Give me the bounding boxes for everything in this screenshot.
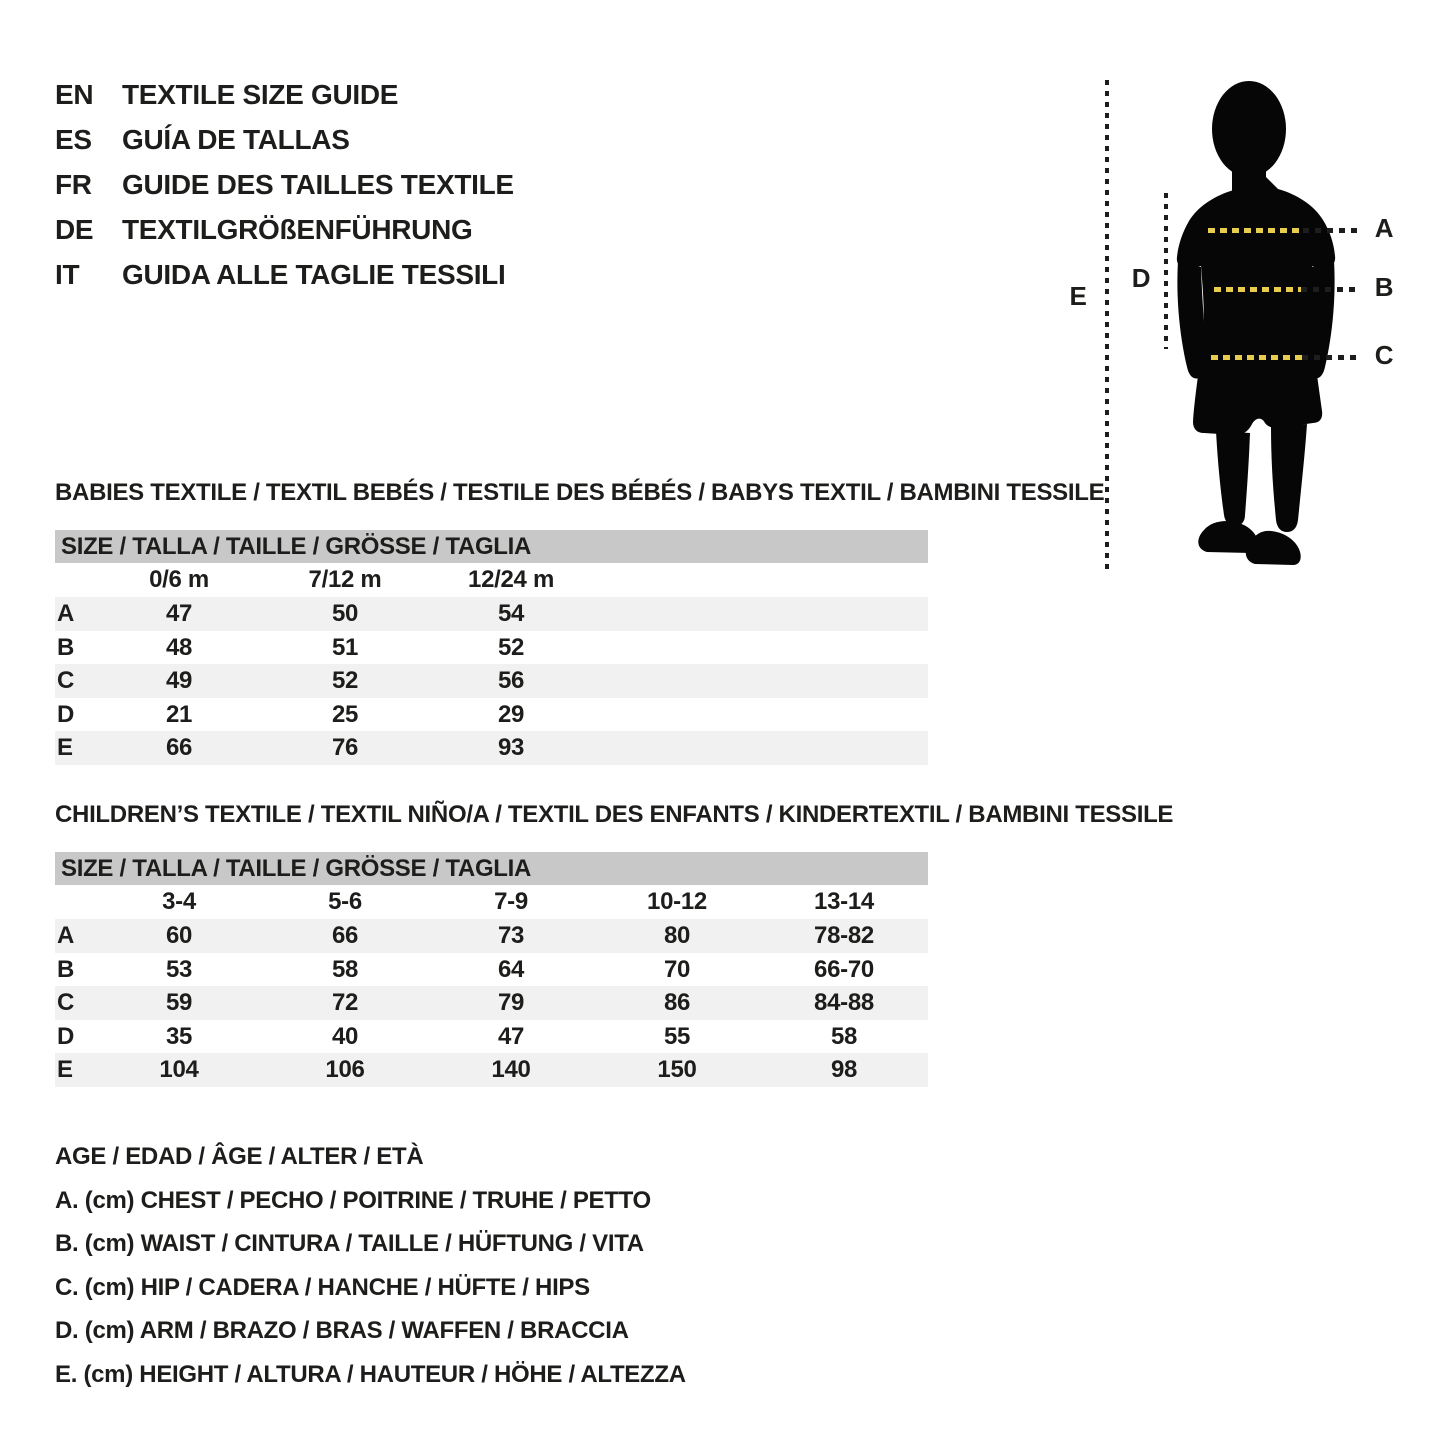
table-row [55,731,928,765]
cell: 78-82 [814,922,874,949]
lang-title-en: TEXTILE SIZE GUIDE [122,79,399,110]
lang-title-de: TEXTILGRÖßENFÜHRUNG [122,214,473,245]
lang-code-en: EN [55,79,94,110]
measure-label-d: D [1131,263,1151,293]
cell: 72 [331,989,359,1016]
row-label: C [57,989,75,1016]
babies-col-12-24m: 12/24 m [468,566,554,593]
children-size-table [55,852,928,1087]
hip-measure-line-c [1211,355,1360,360]
chest-line-black-dashes [1303,228,1360,233]
cell: 54 [497,600,525,627]
lang-title-it: GUIDA ALLE TAGLIE TESSILI [122,259,506,290]
cell: 80 [663,922,691,949]
language-title-block [55,72,514,297]
silhouette-left-leg [1216,431,1250,526]
measurement-legend [55,1135,686,1397]
cell: 49 [165,667,193,694]
cell: 52 [497,633,525,661]
legend-age-line: AGE / EDAD / ÂGE / ALTER / ETÀ [55,1143,424,1170]
lang-row-fr [55,162,514,207]
cell: 40 [331,1022,359,1050]
table-row [55,698,928,732]
lang-title-fr: GUIDE DES TAILLES TEXTILE [122,169,514,200]
hip-line-yellow-dashes [1211,355,1302,360]
table-row [55,1053,928,1087]
legend-waist-line: B. (cm) WAIST / CINTURA / TAILLE / HÜFTUNG / VITA [55,1230,644,1258]
cell: 56 [497,667,525,694]
lang-code-it: IT [55,259,80,290]
cell: 104 [159,1056,199,1083]
hip-line-black-dashes [1302,355,1360,360]
measure-label-e: E [1069,281,1087,311]
children-section-title: CHILDREN’S TEXTILE / TEXTIL NIÑO/A / TEXTIL DES ENFANTS / KINDERTEXTIL / BAMBINI TESSILE [55,801,1174,828]
chest-measure-line-a [1208,228,1360,233]
chest-line-yellow-dashes [1208,228,1303,233]
children-col-13-14: 13-14 [814,888,874,915]
cell: 58 [331,955,359,983]
cell: 79 [497,989,525,1016]
children-size-header-bar: SIZE / TALLA / TAILLE / GRÖSSE / TAGLIA [55,852,928,885]
cell: 66-70 [814,955,874,983]
cell: 50 [331,600,359,627]
lang-row-de [55,207,514,252]
measure-label-b: B [1374,272,1394,302]
cell: 48 [165,633,193,661]
table-row [55,953,928,987]
babies-col-7-12m: 7/12 m [308,566,382,593]
children-col-5-6: 5-6 [328,888,362,915]
legend-hip-line: C. (cm) HIP / CADERA / HANCHE / HÜFTE / HIPS [55,1273,590,1301]
height-measure-line-e [1105,80,1109,572]
silhouette-right-leg [1271,424,1307,532]
cell: 21 [165,700,193,728]
table-row [55,631,928,665]
cell: 52 [331,667,359,694]
row-label: D [57,1022,75,1050]
cell: 98 [830,1056,858,1083]
cell: 59 [165,989,193,1016]
waist-measure-line-b [1214,287,1360,292]
cell: 58 [830,1022,858,1050]
cell: 47 [497,1022,525,1050]
lang-row-es [55,117,514,162]
waist-line-yellow-dashes [1214,287,1301,292]
row-label: B [57,955,75,983]
children-col-10-12: 10-12 [647,888,707,915]
children-col-7-9: 7-9 [494,888,528,915]
row-label: B [57,633,75,661]
cell: 47 [165,600,193,627]
cell: 51 [331,633,359,661]
table-row [55,986,928,1020]
cell: 53 [165,955,193,983]
table-row [55,919,928,953]
babies-section-title: BABIES TEXTILE / TEXTIL BEBÉS / TESTILE DES BÉBÉS / BABYS TEXTIL / BAMBINI TESSILE [55,479,1105,506]
lang-title-es: GUÍA DE TALLAS [122,124,350,155]
babies-size-table [55,530,928,765]
lang-code-es: ES [55,124,92,155]
cell: 84-88 [814,989,874,1016]
children-col-3-4: 3-4 [162,888,196,915]
waist-line-black-dashes [1301,287,1360,292]
measure-label-c: C [1374,340,1394,370]
cell: 86 [663,989,691,1016]
cell: 29 [497,700,525,728]
cell: 55 [663,1022,691,1050]
babies-column-header-row [55,563,928,597]
legend-height-line: E. (cm) HEIGHT / ALTURA / HAUTEUR / HÖHE / ALTEZZA [55,1360,686,1388]
row-label: E [57,1056,73,1083]
legend-arm-line: D. (cm) ARM / BRAZO / BRAS / WAFFEN / BRACCIA [55,1317,629,1345]
cell: 93 [497,734,525,761]
legend-chest-line: A. (cm) CHEST / PECHO / POITRINE / TRUHE / PETTO [55,1186,651,1214]
table-row [55,597,928,631]
row-label: D [57,700,75,728]
cell: 73 [497,922,525,949]
cell: 66 [331,922,359,949]
cell: 106 [325,1056,365,1083]
cell: 70 [663,955,691,983]
cell: 76 [331,734,359,761]
children-column-header-row [55,885,928,919]
lang-row-it [55,252,514,297]
cell: 140 [491,1056,531,1083]
babies-size-header-bar: SIZE / TALLA / TAILLE / GRÖSSE / TAGLIA [55,530,928,563]
table-row [55,664,928,698]
lang-code-de: DE [55,214,94,245]
cell: 66 [165,734,193,761]
row-label: A [57,600,75,627]
row-label: E [57,734,73,761]
lang-code-fr: FR [55,169,92,200]
cell: 64 [497,955,525,983]
cell: 35 [165,1022,193,1050]
child-silhouette-image [1160,75,1340,575]
cell: 60 [165,922,193,949]
table-row [55,1020,928,1054]
cell: 25 [331,700,359,728]
row-label: A [57,922,75,949]
measure-label-a: A [1374,213,1394,243]
babies-col-0-6m: 0/6 m [149,566,209,593]
lang-row-en [55,72,514,117]
row-label: C [57,667,75,694]
cell: 150 [657,1056,697,1083]
